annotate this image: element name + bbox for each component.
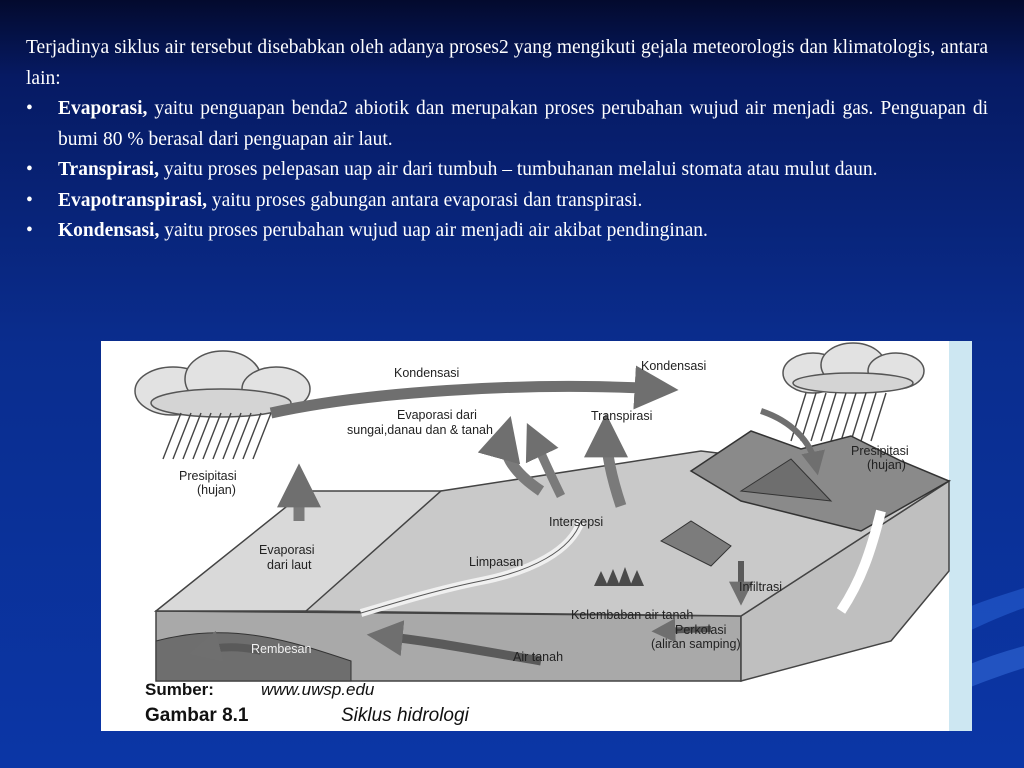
- label-evaporasi-laut-1: Evaporasi: [259, 543, 315, 557]
- bullet-icon: •: [26, 98, 33, 119]
- label-evaporasi-sungai-1: Evaporasi dari: [397, 408, 477, 422]
- definition-kondensasi: yaitu proses perubahan wujud uap air menjadi air akibat pendinginan.: [159, 220, 708, 241]
- label-presipitasi-left-2: (hujan): [197, 483, 236, 497]
- label-rembesan: Rembesan: [251, 642, 312, 656]
- source-value: www.uwsp.edu: [261, 680, 375, 699]
- bullet-icon: •: [26, 220, 33, 241]
- source-label: Sumber:: [145, 680, 214, 699]
- label-transpirasi: Transpirasi: [591, 409, 653, 423]
- definition-evaporasi: yaitu penguapan benda2 abiotik dan merupakan proses perubahan wujud air menjadi gas. Penguapan di bumi 80 % berasal dari penguapan air laut.: [58, 98, 988, 150]
- caption-value: Siklus hidrologi: [341, 705, 469, 726]
- term-evapotranspirasi: Evapotranspirasi,: [58, 189, 207, 211]
- label-intersepsi: Intersepsi: [549, 515, 604, 529]
- bullet-icon: •: [26, 159, 33, 180]
- bullet-icon: •: [26, 189, 33, 211]
- list-item-evapotranspirasi: [26, 186, 988, 217]
- label-kelembaban: Kelembaban air tanah: [571, 608, 694, 622]
- caption-label: Gambar 8.1: [145, 705, 249, 726]
- term-kondensasi: Kondensasi,: [58, 220, 160, 241]
- label-presipitasi-right-2: (hujan): [867, 458, 906, 472]
- label-infiltrasi: Infiltrasi: [739, 580, 783, 594]
- slide-text-block: [26, 33, 988, 247]
- label-limpasan: Limpasan: [469, 555, 524, 569]
- hydrologic-cycle-figure: [101, 341, 972, 731]
- label-kondensasi-right: Kondensasi: [641, 359, 707, 373]
- list-item-transpirasi: [26, 155, 988, 186]
- right-blue-band: [949, 341, 972, 731]
- label-presipitasi-left-1: Presipitasi: [179, 469, 237, 483]
- label-presipitasi-right-1: Presipitasi: [851, 444, 909, 458]
- term-transpirasi: Transpirasi,: [58, 159, 159, 180]
- intro-paragraph: Terjadinya siklus air tersebut disebabkan oleh adanya proses2 yang mengikuti gejala meteorologis dan klimatologis, antara lain:: [26, 37, 988, 89]
- label-kondensasi-left: Kondensasi: [394, 366, 460, 380]
- label-evaporasi-sungai-2: sungai,danau dan & tanah: [347, 423, 493, 437]
- process-list: [26, 94, 988, 247]
- list-item-evaporasi: [26, 94, 988, 155]
- label-air-tanah: Air tanah: [513, 650, 564, 664]
- list-item-kondensasi: [26, 216, 988, 247]
- definition-evapotranspirasi: yaitu proses gabungan antara evaporasi dan transpirasi.: [206, 189, 643, 211]
- label-evaporasi-laut-2: dari laut: [267, 558, 312, 572]
- label-perkolasi-1: Perkolasi: [675, 623, 727, 637]
- definition-transpirasi: yaitu proses pelepasan uap air dari tumbuh – tumbuhanan melalui stomata atau mulut daun.: [158, 159, 878, 180]
- label-perkolasi-2: (aliran samping): [651, 637, 741, 651]
- term-evaporasi: Evaporasi,: [58, 98, 148, 119]
